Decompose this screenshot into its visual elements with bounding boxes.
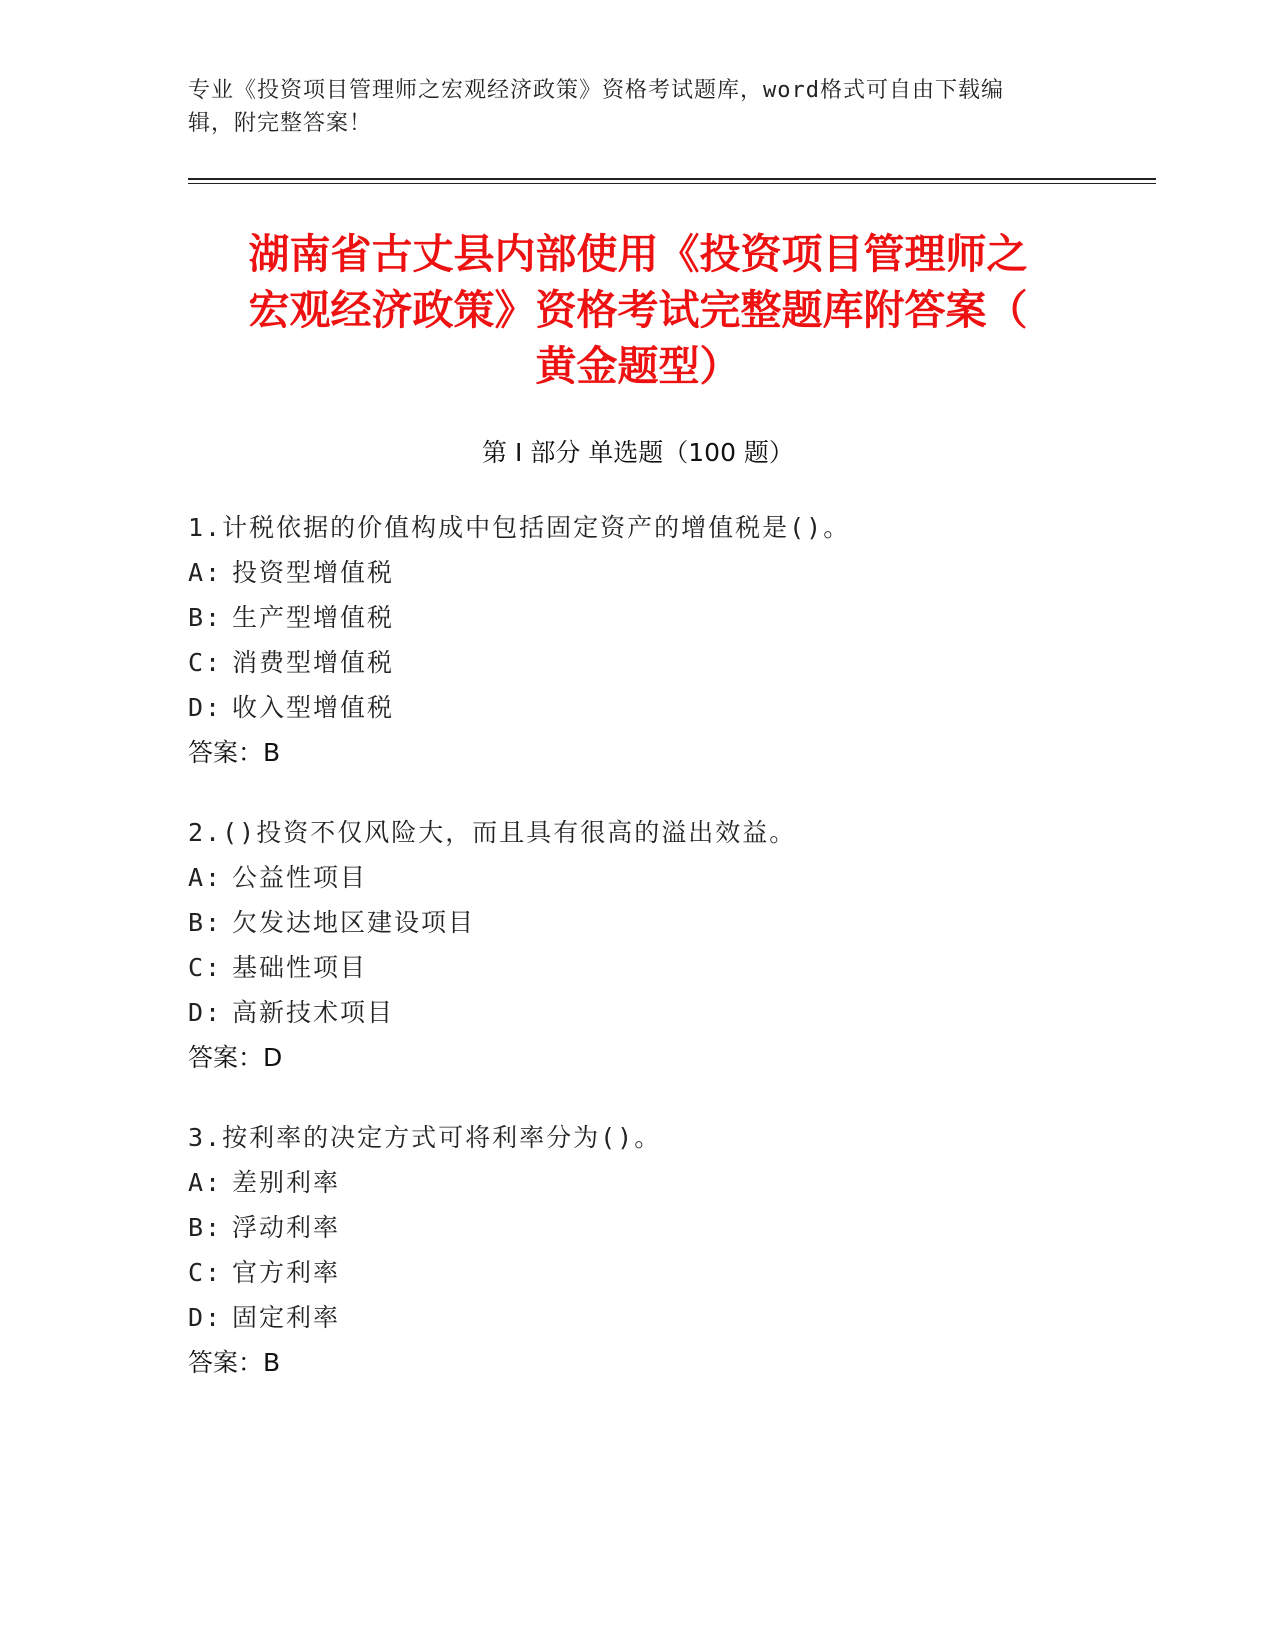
- answer-line: 答案：B: [188, 1348, 281, 1377]
- option-key: A:: [188, 558, 223, 587]
- option-text: 基础性项目: [232, 953, 368, 982]
- document-title-line-2: 宏观经济政策》资格考试完整题库附答案（: [248, 286, 1028, 334]
- question-1: [188, 505, 1088, 775]
- option-text: 差别利率: [232, 1168, 341, 1197]
- option-text: 高新技术项目: [232, 998, 395, 1027]
- option-key: A:: [188, 863, 223, 892]
- option-c: [188, 1250, 1088, 1295]
- option-b: [188, 900, 1088, 945]
- option-text: 公益性项目: [232, 863, 368, 892]
- option-text: 官方利率: [232, 1258, 341, 1287]
- section-heading: 第 I 部分 单选题（100 题）: [482, 438, 794, 467]
- option-d: [188, 685, 1088, 730]
- option-key: D:: [188, 1303, 223, 1332]
- header-note: [188, 74, 1068, 140]
- option-a: [188, 550, 1088, 595]
- option-text: 投资型增值税: [232, 558, 395, 587]
- option-a: [188, 855, 1088, 900]
- option-key: C:: [188, 1258, 223, 1287]
- question-3: [188, 1115, 1088, 1385]
- question-2: [188, 810, 1088, 1080]
- option-c: [188, 945, 1088, 990]
- document-title-line-3: 黄金题型）: [535, 342, 741, 390]
- option-text: 固定利率: [232, 1303, 341, 1332]
- option-d: [188, 1295, 1088, 1340]
- option-text: 欠发达地区建设项目: [232, 908, 476, 937]
- option-text: 收入型增值税: [232, 693, 395, 722]
- document-title: [188, 226, 1088, 394]
- option-b: [188, 1205, 1088, 1250]
- answer-line: 答案：B: [188, 738, 281, 767]
- question-stem: 2.()投资不仅风险大，而且具有很高的溢出效益。: [188, 818, 797, 847]
- header-divider-thin: [188, 183, 1156, 184]
- header-note-line-1: 专业《投资项目管理师之宏观经济政策》资格考试题库，word格式可自由下载编: [188, 78, 1004, 103]
- option-key: D:: [188, 998, 223, 1027]
- header-divider-thick: [188, 178, 1156, 180]
- option-b: [188, 595, 1088, 640]
- option-key: B:: [188, 603, 223, 632]
- option-key: D:: [188, 693, 223, 722]
- option-text: 浮动利率: [232, 1213, 341, 1242]
- option-c: [188, 640, 1088, 685]
- option-a: [188, 1160, 1088, 1205]
- question-stem: 1.计税依据的价值构成中包括固定资产的增值税是()。: [188, 513, 851, 542]
- option-key: C:: [188, 648, 223, 677]
- option-d: [188, 990, 1088, 1035]
- option-key: B:: [188, 908, 223, 937]
- option-text: 消费型增值税: [232, 648, 395, 677]
- option-key: C:: [188, 953, 223, 982]
- option-key: B:: [188, 1213, 223, 1242]
- document-title-line-1: 湖南省古丈县内部使用《投资项目管理师之: [248, 230, 1028, 278]
- header-note-line-2: 辑，附完整答案！: [188, 111, 373, 136]
- question-stem: 3.按利率的决定方式可将利率分为()。: [188, 1123, 662, 1152]
- option-text: 生产型增值税: [232, 603, 395, 632]
- answer-line: 答案：D: [188, 1043, 283, 1072]
- option-key: A:: [188, 1168, 223, 1197]
